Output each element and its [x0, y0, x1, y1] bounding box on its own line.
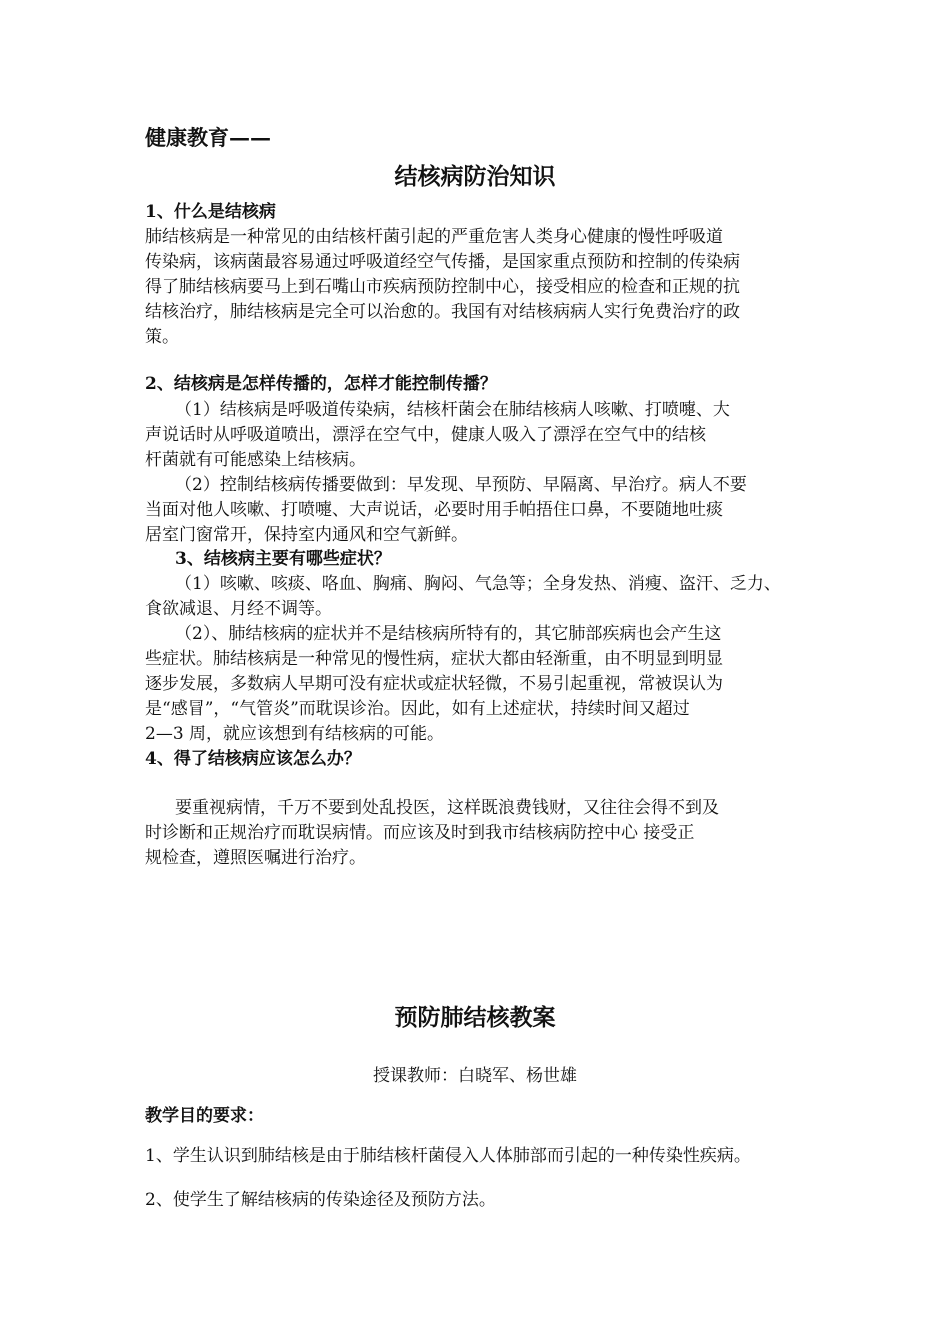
objective-item: 1、学生认识到肺结核是由于肺结核杆菌侵入人体肺部而引起的一种传染性疾病。: [145, 1146, 751, 1166]
section-3-paragraph-1: [145, 572, 810, 622]
doc-title: 结核病防治知识: [394, 163, 556, 190]
text-line: 是“感冒”，“气管炎”而耽误诊治。因此，如有上述症状，持续时间又超过: [145, 699, 690, 719]
text-line: 时诊断和正规治疗而耽误病情。而应该及时到我市结核病防控中心 接受正: [145, 823, 695, 843]
text-line: 结核治疗，肺结核病是完全可以治愈的。我国有对结核病病人实行免费治疗的政: [145, 302, 740, 322]
text-line: 逐步发展，多数病人早期可没有症状或症状轻微，不易引起重视，常被误认为: [145, 674, 723, 694]
text-line: 居室门窗常开，保持室内通风和空气新鲜。: [145, 525, 468, 545]
section-1-body: [145, 225, 810, 350]
text-line: 声说话时从呼吸道喷出，漂浮在空气中，健康人吸入了漂浮在空气中的结核: [145, 425, 706, 445]
objectives-heading: 教学目的要求：: [145, 1106, 264, 1126]
section-3-heading: 3、结核病主要有哪些症状？: [175, 549, 391, 569]
text-line: 肺结核病是一种常见的由结核杆菌引起的严重危害人类身心健康的慢性呼吸道: [145, 227, 723, 247]
section-2-paragraph-2: [145, 473, 810, 548]
text-line: （1）结核病是呼吸道传染病，结核杆菌会在肺结核病人咳嗽、打喷嚏、大: [175, 400, 730, 420]
objective-item: 2、使学生了解结核病的传染途径及预防方法。: [145, 1190, 496, 1210]
text-line: 规检查，遵照医嘱进行治疗。: [145, 848, 366, 868]
text-line: 些症状。肺结核病是一种常见的慢性病，症状大都由轻渐重，由不明显到明显: [145, 649, 723, 669]
text-line: （1）咳嗽、咳痰、咯血、胸痛、胸闷、气急等；全身发热、消瘦、盗汗、乏力、: [175, 574, 781, 594]
section-2-paragraph-1: [145, 398, 810, 473]
text-line: 传染病，该病菌最容易通过呼吸道经空气传播，是国家重点预防和控制的传染病: [145, 252, 740, 272]
text-line: 策。: [145, 327, 179, 347]
section-1-heading: 1、什么是结核病: [145, 202, 276, 222]
lesson-title: 预防肺结核教案: [394, 1004, 556, 1031]
section-4-body: [145, 796, 810, 871]
text-line: 食欲减退、月经不调等。: [145, 599, 332, 619]
text-line: （2）控制结核病传播要做到：早发现、早预防、早隔离、早治疗。病人不要: [175, 475, 747, 495]
section-4-heading: 4、得了结核病应该怎么办？: [145, 749, 361, 769]
header-label: 健康教育——: [145, 125, 271, 150]
text-line: 要重视病情，千万不要到处乱投医，这样既浪费钱财，又往往会得不到及: [175, 798, 719, 818]
text-line: 2—3 周，就应该想到有结核病的可能。: [145, 724, 445, 744]
text-line: 杆菌就有可能感染上结核病。: [145, 450, 366, 470]
text-line: （2）、肺结核病的症状并不是结核病所特有的，其它肺部疾病也会产生这: [175, 624, 722, 644]
lesson-teacher: 授课教师：白晓军、杨世雄: [373, 1066, 577, 1086]
text-line: 当面对他人咳嗽、打喷嚏、大声说话，必要时用手帕捂住口鼻，不要随地吐痰: [145, 500, 723, 520]
section-3-paragraph-2: [145, 622, 810, 747]
section-2-heading: 2、结核病是怎样传播的，怎样才能控制传播？: [145, 374, 497, 394]
text-line: 得了肺结核病要马上到石嘴山市疾病预防控制中心，接受相应的检查和正规的抗: [145, 277, 740, 297]
